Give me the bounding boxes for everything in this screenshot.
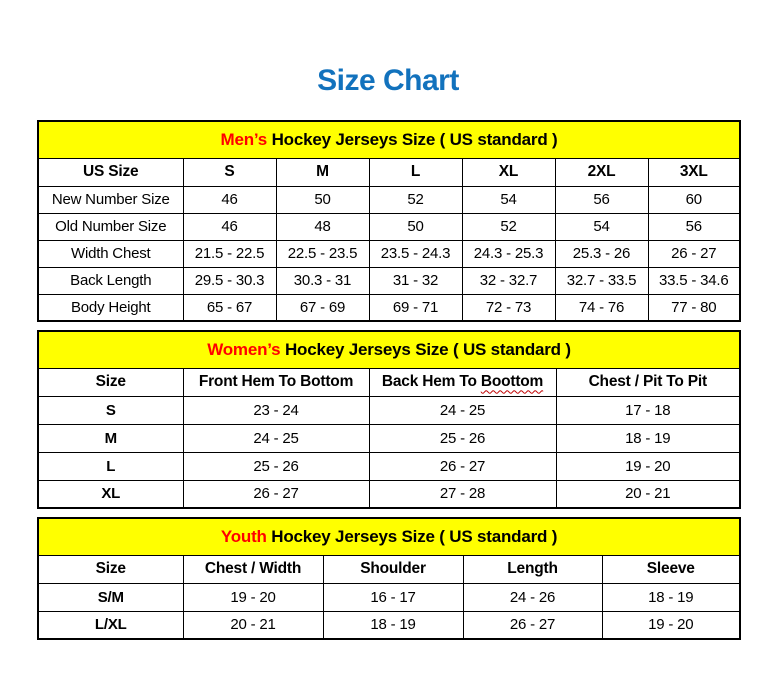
mens-col-header: US Size — [38, 158, 183, 186]
row-label: XL — [38, 480, 183, 508]
row-label: S — [38, 396, 183, 424]
row-label: M — [38, 424, 183, 452]
cell-value: 24 - 25 — [369, 396, 556, 424]
table-row — [38, 186, 740, 213]
cell-value: 22.5 - 23.5 — [276, 240, 369, 267]
womens-column-header-row — [38, 368, 740, 396]
cell-value: 32 - 32.7 — [462, 267, 555, 294]
mens-title-rest: Hockey Jerseys Size ( US standard ) — [267, 130, 558, 150]
table-row — [38, 294, 740, 321]
cell-value: 20 - 21 — [183, 611, 323, 639]
cell-value: 16 - 17 — [323, 583, 463, 611]
cell-value: 19 - 20 — [602, 611, 740, 639]
womens-col-header-prefix: Back Hem To — [381, 373, 481, 391]
mens-col-header: XL — [462, 158, 555, 186]
mens-col-header: 2XL — [555, 158, 648, 186]
mens-size-table — [37, 120, 741, 322]
table-row — [38, 213, 740, 240]
mens-column-header-row — [38, 158, 740, 186]
page-title: Size Chart — [317, 64, 459, 97]
youth-col-header: Sleeve — [602, 555, 740, 583]
cell-value: 24 - 25 — [183, 424, 369, 452]
cell-value: 65 - 67 — [183, 294, 276, 321]
mens-col-header: S — [183, 158, 276, 186]
cell-value: 26 - 27 — [369, 452, 556, 480]
table-row — [38, 396, 740, 424]
womens-col-header: Size — [38, 368, 183, 396]
row-label: Body Height — [38, 294, 183, 321]
table-row — [38, 240, 740, 267]
youth-section-title — [38, 518, 740, 555]
cell-value: 25 - 26 — [369, 424, 556, 452]
womens-col-header: Front Hem To Bottom — [183, 368, 369, 396]
cell-value: 56 — [648, 213, 740, 240]
youth-column-header-row — [38, 555, 740, 583]
mens-section-title — [38, 121, 740, 158]
mens-col-header: 3XL — [648, 158, 740, 186]
cell-value: 46 — [183, 186, 276, 213]
mens-col-header: M — [276, 158, 369, 186]
row-label: L/XL — [38, 611, 183, 639]
cell-value: 50 — [369, 213, 462, 240]
cell-value: 48 — [276, 213, 369, 240]
cell-value: 56 — [555, 186, 648, 213]
youth-col-header: Chest / Width — [183, 555, 323, 583]
table-row — [38, 424, 740, 452]
cell-value: 72 - 73 — [462, 294, 555, 321]
youth-size-table — [37, 517, 741, 640]
cell-value: 24 - 26 — [463, 583, 602, 611]
cell-value: 18 - 19 — [602, 583, 740, 611]
cell-value: 26 - 27 — [183, 480, 369, 508]
cell-value: 23.5 - 24.3 — [369, 240, 462, 267]
cell-value: 25.3 - 26 — [555, 240, 648, 267]
cell-value: 19 - 20 — [556, 452, 740, 480]
size-tables-container — [37, 120, 739, 640]
mens-section-band — [38, 121, 740, 158]
cell-value: 20 - 21 — [556, 480, 740, 508]
cell-value: 77 - 80 — [648, 294, 740, 321]
youth-col-header: Length — [463, 555, 602, 583]
youth-title-red-word: Youth — [220, 527, 267, 547]
cell-value: 50 — [276, 186, 369, 213]
cell-value: 69 - 71 — [369, 294, 462, 321]
womens-size-table — [37, 330, 741, 509]
cell-value: 60 — [648, 186, 740, 213]
cell-value: 19 - 20 — [183, 583, 323, 611]
cell-value: 25 - 26 — [183, 452, 369, 480]
mens-col-header: L — [369, 158, 462, 186]
cell-value: 23 - 24 — [183, 396, 369, 424]
cell-value: 74 - 76 — [555, 294, 648, 321]
cell-value: 52 — [369, 186, 462, 213]
row-label: S/M — [38, 583, 183, 611]
youth-title-rest: Hockey Jerseys Size ( US standard ) — [266, 527, 558, 547]
cell-value: 33.5 - 34.6 — [648, 267, 740, 294]
cell-value: 18 - 19 — [556, 424, 740, 452]
cell-value: 30.3 - 31 — [276, 267, 369, 294]
cell-value: 27 - 28 — [369, 480, 556, 508]
womens-col-header: Chest / Pit To Pit — [556, 368, 740, 396]
row-label: New Number Size — [38, 186, 183, 213]
table-row — [38, 480, 740, 508]
cell-value: 18 - 19 — [323, 611, 463, 639]
table-row — [38, 267, 740, 294]
cell-value: 52 — [462, 213, 555, 240]
cell-value: 54 — [462, 186, 555, 213]
cell-value: 32.7 - 33.5 — [555, 267, 648, 294]
womens-section-title — [38, 331, 740, 368]
table-row — [38, 452, 740, 480]
womens-section-band — [38, 331, 740, 368]
cell-value: 54 — [555, 213, 648, 240]
cell-value: 31 - 32 — [369, 267, 462, 294]
cell-value: 24.3 - 25.3 — [462, 240, 555, 267]
mens-title-red-word: Men’s — [220, 130, 268, 150]
table-row — [38, 583, 740, 611]
spellcheck-squiggle-word: Boottom — [480, 373, 544, 391]
youth-col-header: Shoulder — [323, 555, 463, 583]
youth-col-header: Size — [38, 555, 183, 583]
row-label: Width Chest — [38, 240, 183, 267]
cell-value: 46 — [183, 213, 276, 240]
cell-value: 67 - 69 — [276, 294, 369, 321]
row-label: Old Number Size — [38, 213, 183, 240]
youth-section-band — [38, 518, 740, 555]
womens-col-header-misspelled — [369, 368, 556, 396]
row-label: Back Length — [38, 267, 183, 294]
cell-value: 21.5 - 22.5 — [183, 240, 276, 267]
table-row — [38, 611, 740, 639]
row-label: L — [38, 452, 183, 480]
cell-value: 17 - 18 — [556, 396, 740, 424]
cell-value: 29.5 - 30.3 — [183, 267, 276, 294]
cell-value: 26 - 27 — [463, 611, 602, 639]
cell-value: 26 - 27 — [648, 240, 740, 267]
womens-title-red-word: Women’s — [207, 340, 281, 360]
womens-title-rest: Hockey Jerseys Size ( US standard ) — [280, 340, 571, 360]
